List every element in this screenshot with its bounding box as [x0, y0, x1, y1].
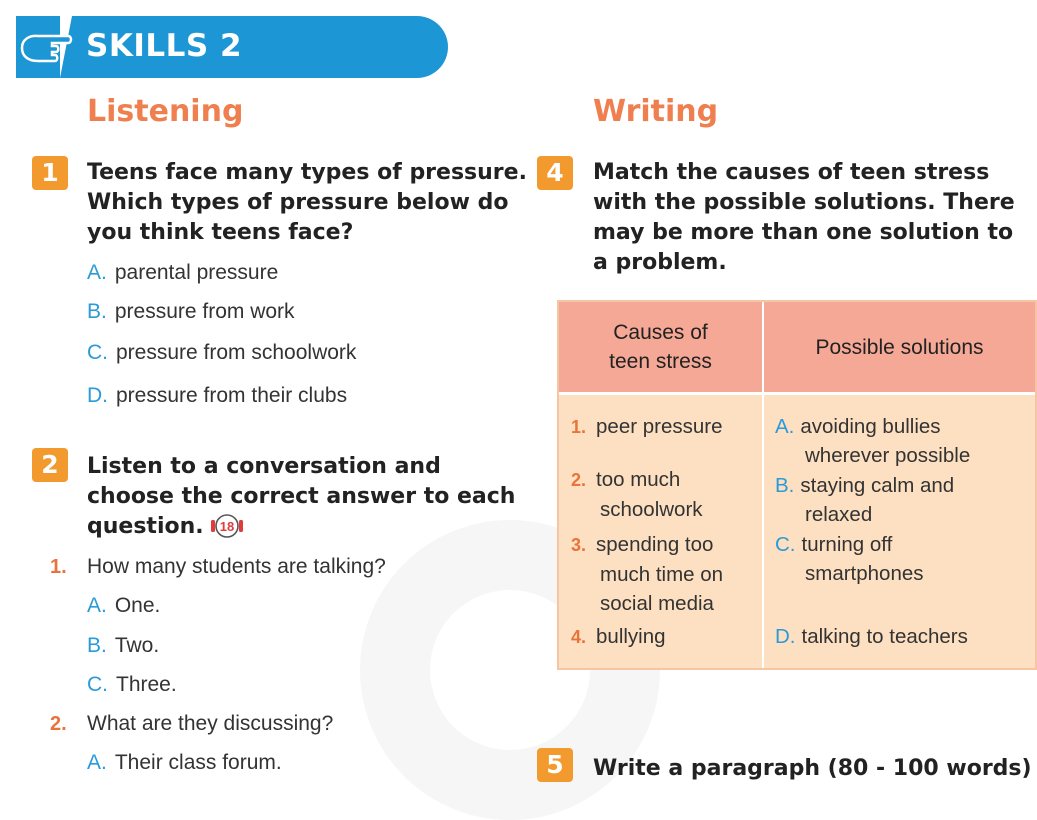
audio-track-number: 18	[219, 519, 234, 534]
solution-c: C. turning off smartphones	[775, 533, 924, 585]
exercise-5-badge: 5	[537, 748, 573, 782]
cause-2: 2. too much schoolwork	[571, 468, 703, 521]
audio-track-icon[interactable]	[210, 511, 244, 539]
exercise-1-option-a: A. parental pressure	[87, 261, 279, 284]
exercise-1-option-d: D. pressure from their clubs	[87, 384, 348, 407]
question-2-2-number: 2.	[50, 713, 67, 735]
page-title: SKILLS 2	[86, 28, 243, 64]
question-2-1-number: 1.	[50, 556, 67, 578]
cause-3: 3. spending too much time on social media	[571, 533, 724, 615]
solution-a: A. avoiding bullies wherever possible	[775, 415, 971, 467]
question-2-1-option-c: C. Three.	[87, 673, 177, 696]
cause-4: 4. bullying	[571, 625, 666, 648]
exercise-2-badge: 2	[32, 448, 68, 482]
listening-heading: Listening	[87, 94, 244, 129]
exercise-4-prompt: Match the causes of teen stress with the possible solutions. There may be more than one solution to a problem.	[593, 160, 1015, 275]
question-2-1-text: How many students are talking?	[87, 555, 386, 578]
pointing-hand-icon	[18, 26, 74, 68]
matching-table	[557, 300, 1037, 670]
exercise-1-option-b: B. pressure from work	[87, 300, 295, 323]
writing-heading: Writing	[593, 94, 719, 129]
exercise-1-badge: 1	[32, 156, 68, 190]
solution-d: D. talking to teachers	[775, 625, 968, 648]
solution-b: B. staying calm and relaxed	[775, 474, 955, 526]
question-2-2-option-a: A. Their class forum.	[87, 751, 282, 774]
exercise-4-badge: 4	[537, 156, 573, 190]
exercise-2-prompt: Listen to a conversation and choose the correct answer to each question. 18	[87, 454, 516, 539]
exercise-1-option-c: C. pressure from schoolwork	[87, 341, 357, 364]
question-2-1-option-a: A. One.	[87, 594, 161, 617]
exercise-5-prompt: Write a paragraph (80 - 100 words)	[593, 756, 1032, 781]
question-2-2-text: What are they discussing?	[87, 712, 334, 735]
cause-1: 1. peer pressure	[571, 415, 723, 438]
question-2-1-option-b: B. Two.	[87, 634, 160, 657]
table-header-solutions: Possible solutions	[815, 336, 984, 359]
exercise-1-prompt: Teens face many types of pressure. Which types of pressure below do you think teens face?	[87, 160, 527, 245]
table-header-causes: Causes of teen stress	[609, 321, 712, 373]
table-row-divider	[559, 392, 1035, 395]
